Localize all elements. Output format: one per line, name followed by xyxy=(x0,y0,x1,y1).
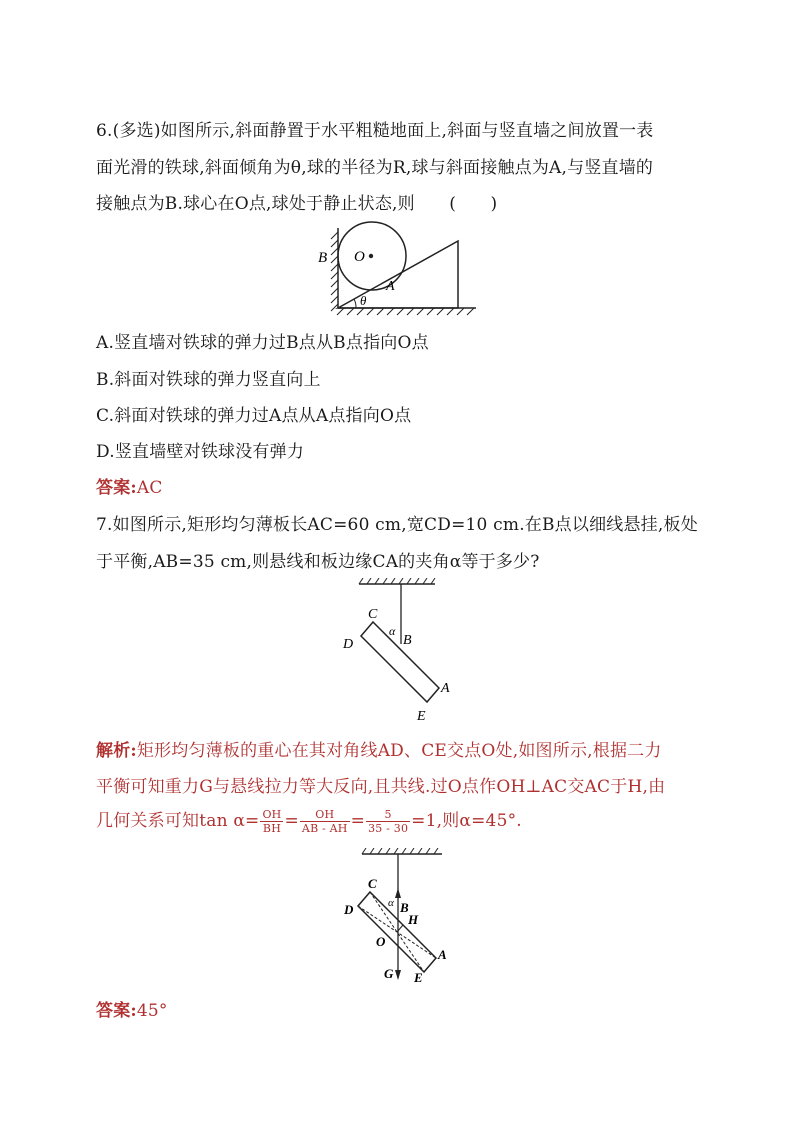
q7-solution-text3-suffix: =1,则α=45°. xyxy=(411,811,522,831)
fraction-3: $\frac{5}{35 - 30}$ xyxy=(368,808,409,835)
q7-figure1 xyxy=(335,578,465,726)
gravity-arrow xyxy=(395,970,401,980)
q7-solution-text1: 矩形均匀薄板的重心在其对角线AD、CE交点O处,如图所示,根据二力 xyxy=(136,741,662,761)
q7-solution-label: 解析: xyxy=(96,741,137,761)
wall-hatch xyxy=(331,232,338,311)
q6-answer-value: AC xyxy=(136,478,163,498)
ceiling-hatch xyxy=(362,848,438,854)
theta-arc xyxy=(354,299,356,308)
fraction-1: $\frac{OH}{BH}$ xyxy=(262,808,282,835)
label-alpha: α xyxy=(389,624,396,638)
q7-stem-line2: 于平衡,AB=35 cm,则悬线和板边缘CA的夹角α等于多少? xyxy=(96,552,540,572)
label-c: C xyxy=(368,876,377,891)
q6-stem-line3: 接触点为B.球心在O点,球处于静止状态,则 ( ) xyxy=(96,194,498,214)
q7-solution-text3-prefix: 几何关系可知tan α= xyxy=(96,811,260,831)
label-a: A xyxy=(438,947,447,962)
q6-option-d: D.竖直墙壁对铁球没有弹力 xyxy=(96,442,305,462)
ground-hatch xyxy=(337,308,474,315)
label-theta: θ xyxy=(360,293,367,308)
q6-stem-line2: 面光滑的铁球,斜面倾角为θ,球的半径为R,球与斜面接触点为A,与竖直墙的 xyxy=(96,158,654,178)
label-h: H xyxy=(408,912,419,927)
label-a: A xyxy=(386,279,395,294)
label-a: A xyxy=(441,681,450,696)
label-b: B xyxy=(403,633,412,648)
ceiling-hatch xyxy=(359,578,435,584)
label-e: E xyxy=(414,970,423,985)
label-c: C xyxy=(368,607,378,622)
q6-option-a: A.竖直墙对铁球的弹力过B点从B点指向O点 xyxy=(96,333,429,353)
q6-figure xyxy=(300,220,490,320)
q6-answer-label: 答案: xyxy=(96,478,137,498)
label-e: E xyxy=(417,709,426,724)
fraction-2: $\frac{OH}{AB - AH}$ xyxy=(301,808,348,835)
q7-solution-line1 xyxy=(96,736,662,761)
label-b: B xyxy=(400,900,409,915)
q6-option-b: B.斜面对铁球的弹力竖直向上 xyxy=(96,370,321,390)
label-alpha: α xyxy=(388,897,394,909)
tension-arrow xyxy=(395,888,401,898)
label-o: O xyxy=(354,249,365,265)
q7-solution-line2: 平衡可知重力G与悬线拉力等大反向,且共线.过O点作OH⊥AC交AC于H,由 xyxy=(96,777,666,797)
q6-option-c: C.斜面对铁球的弹力过A点从A点指向O点 xyxy=(96,406,412,426)
q7-figure2 xyxy=(330,848,460,988)
q7-solution-line3: 几何关系可知tan α= $\frac{OH}{BH}$ = $\frac{OH}{AB - AH}$ = $\frac{5}{35 - 30}$ =1,则α=45°. xyxy=(96,808,522,835)
q6-answer xyxy=(96,473,163,498)
center-dot xyxy=(369,254,373,258)
q7-answer xyxy=(96,996,168,1021)
label-o: O xyxy=(376,934,386,949)
label-b: B xyxy=(318,250,328,266)
q7-answer-label: 答案: xyxy=(96,1001,137,1021)
q7-stem-line1: 7.如图所示,矩形均匀薄板长AC=60 cm,宽CD=10 cm.在B点以细线悬挂,板处 xyxy=(96,515,698,535)
label-d: D xyxy=(343,637,354,652)
label-d: D xyxy=(344,902,354,917)
label-g: G xyxy=(384,966,394,981)
plate xyxy=(361,622,439,702)
q7-answer-value: 45° xyxy=(136,1001,168,1021)
q6-stem-line1: 6.(多选)如图所示,斜面静置于水平粗糙地面上,斜面与竖直墙之间放置一表 xyxy=(96,121,654,141)
